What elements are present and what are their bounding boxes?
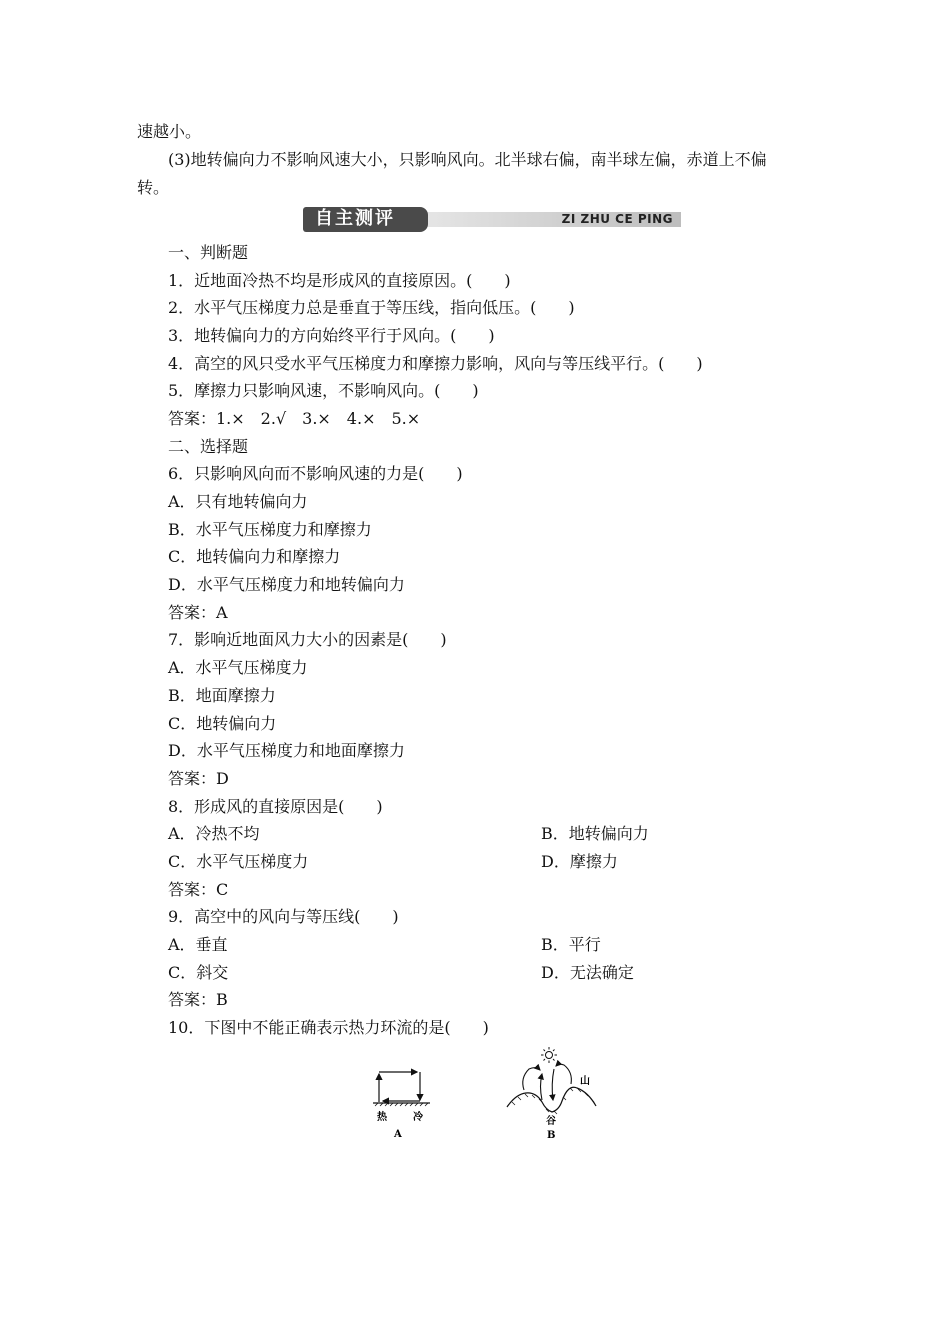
question-9-option-a: A．垂直 bbox=[168, 935, 228, 954]
intro-line-2: (3)地转偏向力不影响风速大小，只影响风向。北半球右偏，南半球左偏，赤道上不偏 bbox=[168, 150, 767, 169]
valley-down-arrow bbox=[552, 1069, 554, 1100]
question-3: 3．地转偏向力的方向始终平行于风向。( ) bbox=[168, 326, 495, 345]
question-4: 4．高空的风只受水平气压梯度力和摩擦力影响，风向与等压线平行。( ) bbox=[168, 354, 703, 373]
banner-strip bbox=[421, 212, 681, 227]
question-9-option-b: B．平行 bbox=[541, 935, 601, 954]
label-mountain: 山 bbox=[580, 1076, 590, 1087]
section1-heading: 一、判断题 bbox=[168, 243, 249, 262]
question-8-stem: 8．形成风的直接原因是( ) bbox=[168, 797, 383, 816]
question-9-answer: 答案：B bbox=[168, 990, 228, 1009]
question-8-option-a: A．冷热不均 bbox=[168, 824, 260, 843]
question-1: 1．近地面冷热不均是形成风的直接原因。( ) bbox=[168, 271, 511, 290]
question-7-answer: 答案：D bbox=[168, 769, 229, 788]
question-7-option-a: A．水平气压梯度力 bbox=[168, 658, 308, 677]
valley-up-arrow bbox=[541, 1074, 543, 1100]
question-7-option-c: C．地转偏向力 bbox=[168, 714, 277, 733]
section-banner bbox=[303, 207, 681, 232]
sun-icon bbox=[541, 1047, 557, 1063]
question-7-option-d: D．水平气压梯度力和地面摩擦力 bbox=[168, 741, 405, 760]
banner-cn-label: 自主测评 bbox=[315, 208, 395, 229]
question-5: 5．摩擦力只影响风速，不影响风向。( ) bbox=[168, 381, 479, 400]
figure-b-label: B bbox=[547, 1130, 556, 1141]
question-2: 2．水平气压梯度力总是垂直于等压线，指向低压。( ) bbox=[168, 298, 575, 317]
terrain-hatch bbox=[512, 1088, 594, 1114]
right-slope-arrow bbox=[556, 1064, 571, 1084]
banner-en-label: ZI ZHU CE PING bbox=[561, 212, 673, 226]
question-6-answer: 答案：A bbox=[168, 603, 228, 622]
section1-answer: 答案：1.× 2.√ 3.× 4.× 5.× bbox=[168, 409, 421, 428]
figure-b bbox=[502, 1044, 602, 1142]
question-6-option-a: A．只有地转偏向力 bbox=[168, 492, 308, 511]
question-9-stem: 9．高空中的风向与等压线( ) bbox=[168, 907, 399, 926]
question-8-option-d: D．摩擦力 bbox=[541, 852, 618, 871]
left-slope-arrow bbox=[523, 1068, 540, 1090]
question-8-option-b: B．地转偏向力 bbox=[541, 824, 649, 843]
question-6-option-c: C．地转偏向力和摩擦力 bbox=[168, 547, 341, 566]
figure-a-label: A bbox=[394, 1129, 402, 1140]
banner-cn-block bbox=[303, 207, 428, 232]
intro-line-3: 转。 bbox=[137, 178, 170, 197]
label-cold: 冷 bbox=[413, 1112, 423, 1123]
question-7-option-b: B．地面摩擦力 bbox=[168, 686, 276, 705]
question-8-option-c: C．水平气压梯度力 bbox=[168, 852, 309, 871]
question-10-stem: 10．下图中不能正确表示热力环流的是( ) bbox=[168, 1018, 489, 1037]
intro-line-1: 速越小。 bbox=[137, 122, 202, 141]
label-valley: 谷 bbox=[546, 1116, 556, 1127]
label-hot: 热 bbox=[377, 1112, 387, 1123]
question-6-option-d: D．水平气压梯度力和地转偏向力 bbox=[168, 575, 405, 594]
question-6-option-b: B．水平气压梯度力和摩擦力 bbox=[168, 520, 372, 539]
question-9-option-c: C．斜交 bbox=[168, 963, 229, 982]
figure-a bbox=[368, 1062, 438, 1142]
question-7-stem: 7．影响近地面风力大小的因素是( ) bbox=[168, 630, 447, 649]
section2-heading: 二、选择题 bbox=[168, 437, 249, 456]
question-6-stem: 6．只影响风向而不影响风速的力是( ) bbox=[168, 464, 463, 483]
question-9-option-d: D．无法确定 bbox=[541, 963, 634, 982]
question-8-answer: 答案：C bbox=[168, 880, 229, 899]
